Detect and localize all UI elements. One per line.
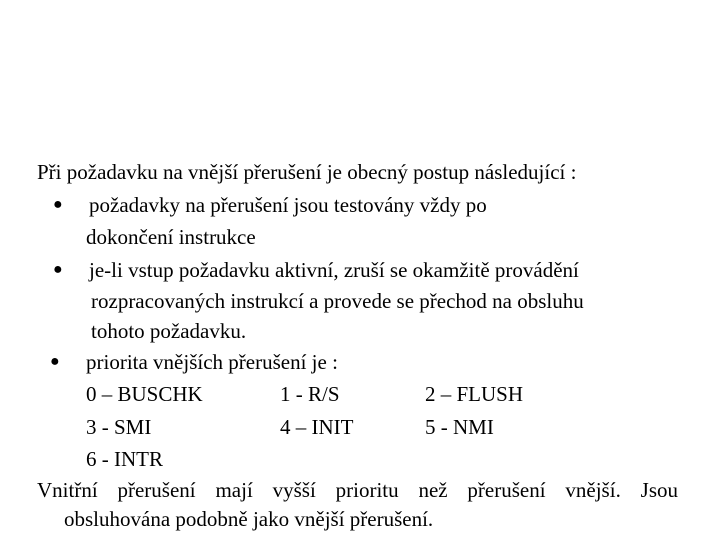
priority-cell: 6 - INTR [86,447,163,471]
bullet-2-line-2: rozpracovaných instrukcí a provede se přechod na obsluhu [91,289,584,313]
bullet-1-line-1: požadavky na přerušení jsou testovány vždy po [89,193,487,217]
closing-line-2: obsluhována podobně jako vnější přerušení. [64,507,434,531]
priority-cell: 4 – INIT [280,415,354,439]
priority-cell: 2 – FLUSH [425,382,524,406]
intro-text: Při požadavku na vnější přerušení je obecný postup následující : [37,160,577,184]
priority-cell: 0 – BUSCHK [86,382,203,406]
bullet-2-line-3: tohoto požadavku. [91,319,247,343]
bullet-3-line-1: priorita vnějších přerušení je : [86,350,338,374]
priority-cell: 5 - NMI [425,415,494,439]
bullet-2-line-1: je-li vstup požadavku aktivní, zruší se okamžitě provádění [89,258,579,282]
bullet-icon: ● [53,196,63,213]
priority-cell: 1 - R/S [280,382,340,406]
bullet-1-line-2: dokončení instrukce [86,225,256,249]
priority-cell: 3 - SMI [86,415,152,439]
closing-line-1: Vnitřní přerušení mají vyšší prioritu než přerušení vnější. Jsou [37,478,678,502]
bullet-icon: ● [50,353,60,370]
bullet-icon: ● [53,261,63,278]
